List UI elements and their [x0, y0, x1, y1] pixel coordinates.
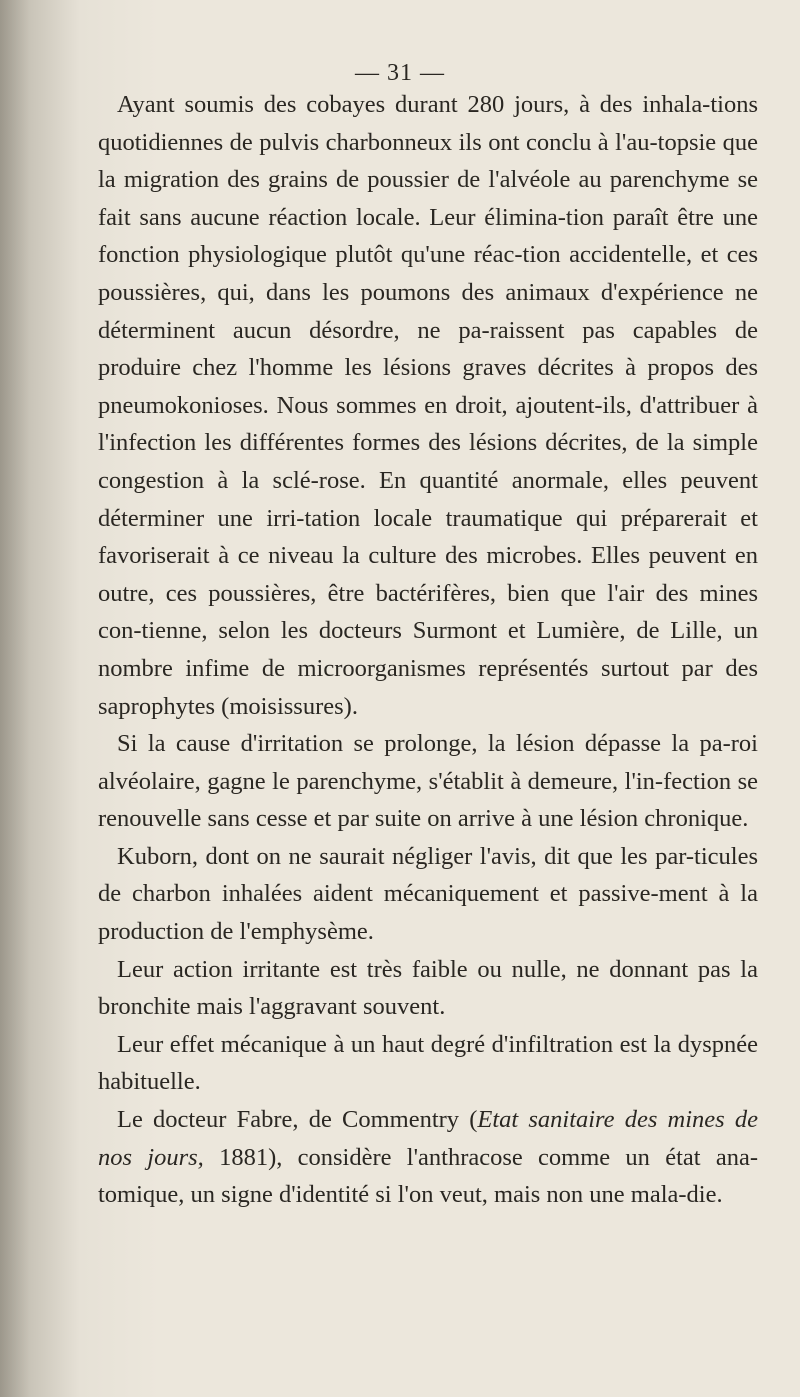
citation-title: Etat sanitaire des mines de nos jours, [98, 1106, 758, 1171]
paragraph-action-irritante: Leur action irritante est très faible ou nulle, ne donnant pas la bronchite mais l'aggravant souvent. [98, 955, 758, 1021]
page-number: — 31 — [355, 60, 445, 86]
body-text [98, 86, 758, 1214]
paragraph-irritation: Si la cause d'irritation se prolonge, la lésion dépasse la pa-roi alvéolaire, gagne le parenchyme, s'établit à demeure, l'in-fection se renouvelle sans cesse et par suite on arrive à une lésion chronique. [98, 730, 758, 833]
paragraph-cobayes: Ayant soumis des cobayes durant 280 jours, à des inhala-tions quotidiennes de pulvis charbonneux ils ont conclu à l'au-topsie que la migration des grains de poussier de l'alvéole au parenchyme se fait sans aucune réaction locale. Leur élimina-tion paraît être une fonction physiologique plutôt qu'une réac-tion accidentelle, et ces poussières, qui, dans les poumons des animaux d'expérience ne déterminent aucun désordre, ne pa-raissent pas capables de produire chez l'homme les lésions graves décrites à propos des pneumokonioses. Nous sommes en droit, ajoutent-ils, d'attribuer à l'infection les différentes formes des lésions décrites, de la simple congestion à la sclé-rose. En quantité anormale, elles peuvent déterminer une irri-tation locale traumatique qui préparerait et favoriserait à ce niveau la culture des microbes. Elles peuvent en outre, ces poussières, être bactérifères, bien que l'air des mines con-tienne, selon les docteurs Surmont et Lumière, de Lille, un nombre infime de microorganismes représentés surtout par des saprophytes (moisissures). [98, 91, 758, 720]
paragraph-fabre-after: 1881), considère l'anthracose comme un état ana-tomique, un signe d'identité si l'on veut, mais non une mala-die. [98, 1143, 758, 1209]
paragraph-effet-mecanique: Leur effet mécanique à un haut degré d'infiltration est la dyspnée habituelle. [98, 1030, 758, 1096]
paragraph-fabre-before: Le docteur Fabre, de Commentry ( [117, 1106, 478, 1134]
paragraph-kuborn: Kuborn, dont on ne saurait négliger l'avis, dit que les par-ticules de charbon inhalées aident mécaniquement et passive-ment à la production de l'emphysème. [98, 842, 758, 946]
paragraph-fabre [98, 1101, 758, 1214]
